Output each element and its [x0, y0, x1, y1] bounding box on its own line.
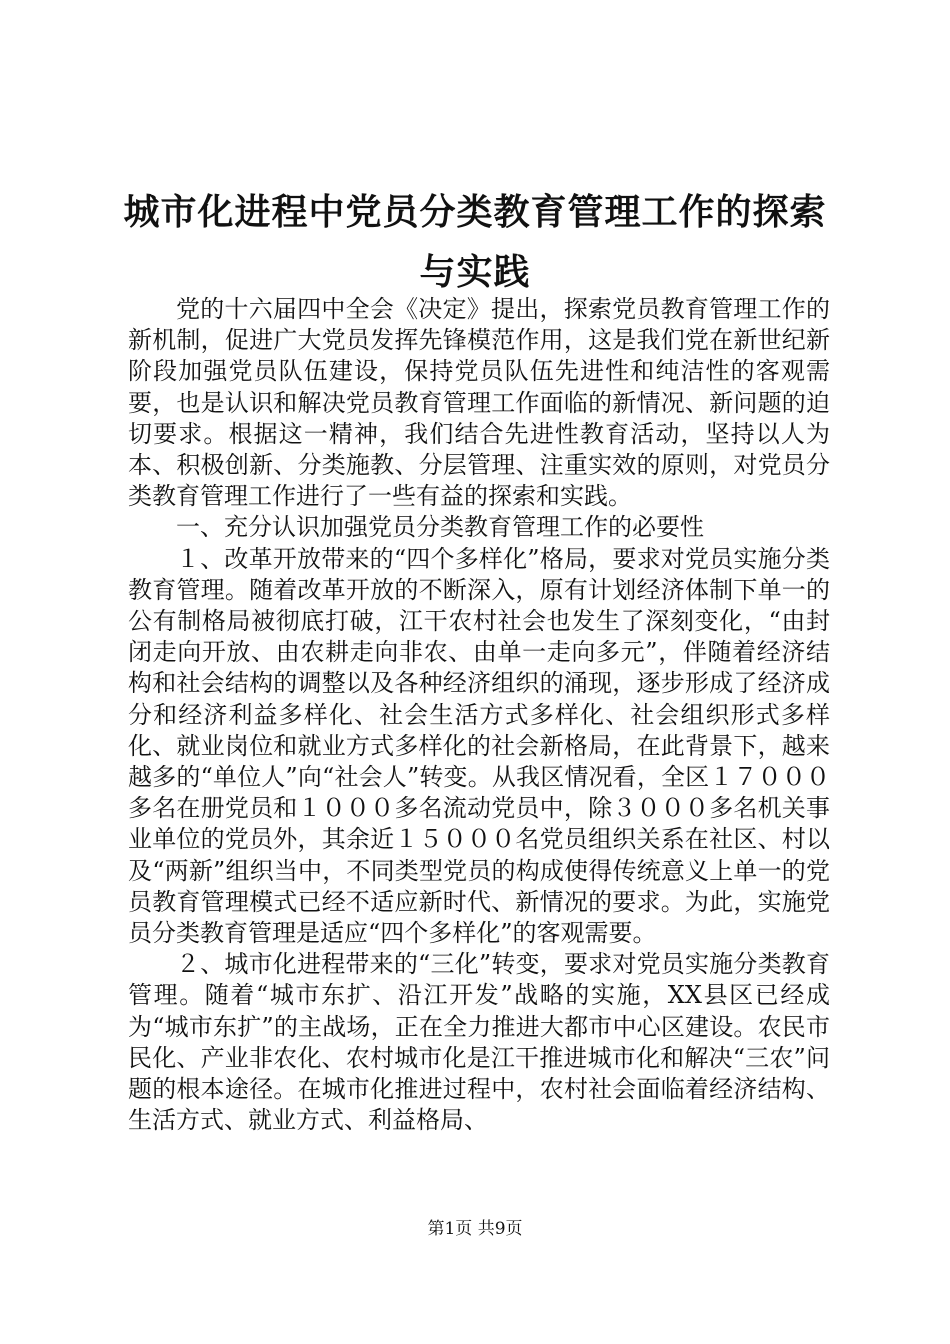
paragraph-point-1: １、改革开放带来的“四个多样化”格局，要求对党员实施分类教育管理。随着改革开放的不断深入，原有计划经济体制下单一的公有制格局被彻底打破，江干农村社会也发生了深刻变化，“由封闭走向开放、由农耕走向非农、由单一走向多元”，伴随着经济结构和社会结构的调整以及各种经济组织的涌现，逐步形成了经济成分和经济利益多样化、社会生活方式多样化、社会组织形式多样化、就业岗位和就业方式多样化的社会新格局，在此背景下，越来越多的“单位人”向“社会人”转变。从我区情况看，全区１７０００多名在册党员和１０００多名流动党员中，除３０００多名机关事业单位的党员外，其余近１５０００名党员组织关系在社区、村以及“两新”组织当中，不同类型党员的构成使得传统意义上单一的党员教育管理模式已经不适应新时代、新情况的要求。为此，实施党员分类教育管理是适应“四个多样化”的客观需要。	[128, 544, 830, 948]
page-number-footer: 第1页 共9页	[427, 1219, 523, 1239]
paragraph-point-2: ２、城市化进程带来的“三化”转变，要求对党员实施分类教育管理。随着“城市东扩、沿江开发”战略的实施，XX县区已经成为“城市东扩”的主战场，正在全力推进大都市中心区建设。农民市民化、产业非农化、农村城市化是江干推进城市化和解决“三农”问题的根本途径。在城市化推进过程中，农村社会面临着经济结构、生活方式、就业方式、利益格局、	[128, 950, 830, 1135]
document-title: 城市化进程中党员分类教育管理工作的探索与实践	[123, 191, 827, 293]
section-heading-1: 一、充分认识加强党员分类教育管理工作的必要性	[176, 513, 704, 542]
document-body	[128, 294, 830, 1136]
paragraph-intro: 党的十六届四中全会《决定》提出，探索党员教育管理工作的新机制，促进广大党员发挥先锋模范作用，这是我们党在新世纪新阶段加强党员队伍建设，保持党员队伍先进性和纯洁性的客观需要，也是认识和解决党员教育管理工作面临的新情况、新问题的迫切要求。根据这一精神，我们结合先进性教育活动，坚持以人为本、积极创新、分类施教、分层管理、注重实效的原则，对党员分类教育管理工作进行了一些有益的探索和实践。	[128, 295, 830, 511]
